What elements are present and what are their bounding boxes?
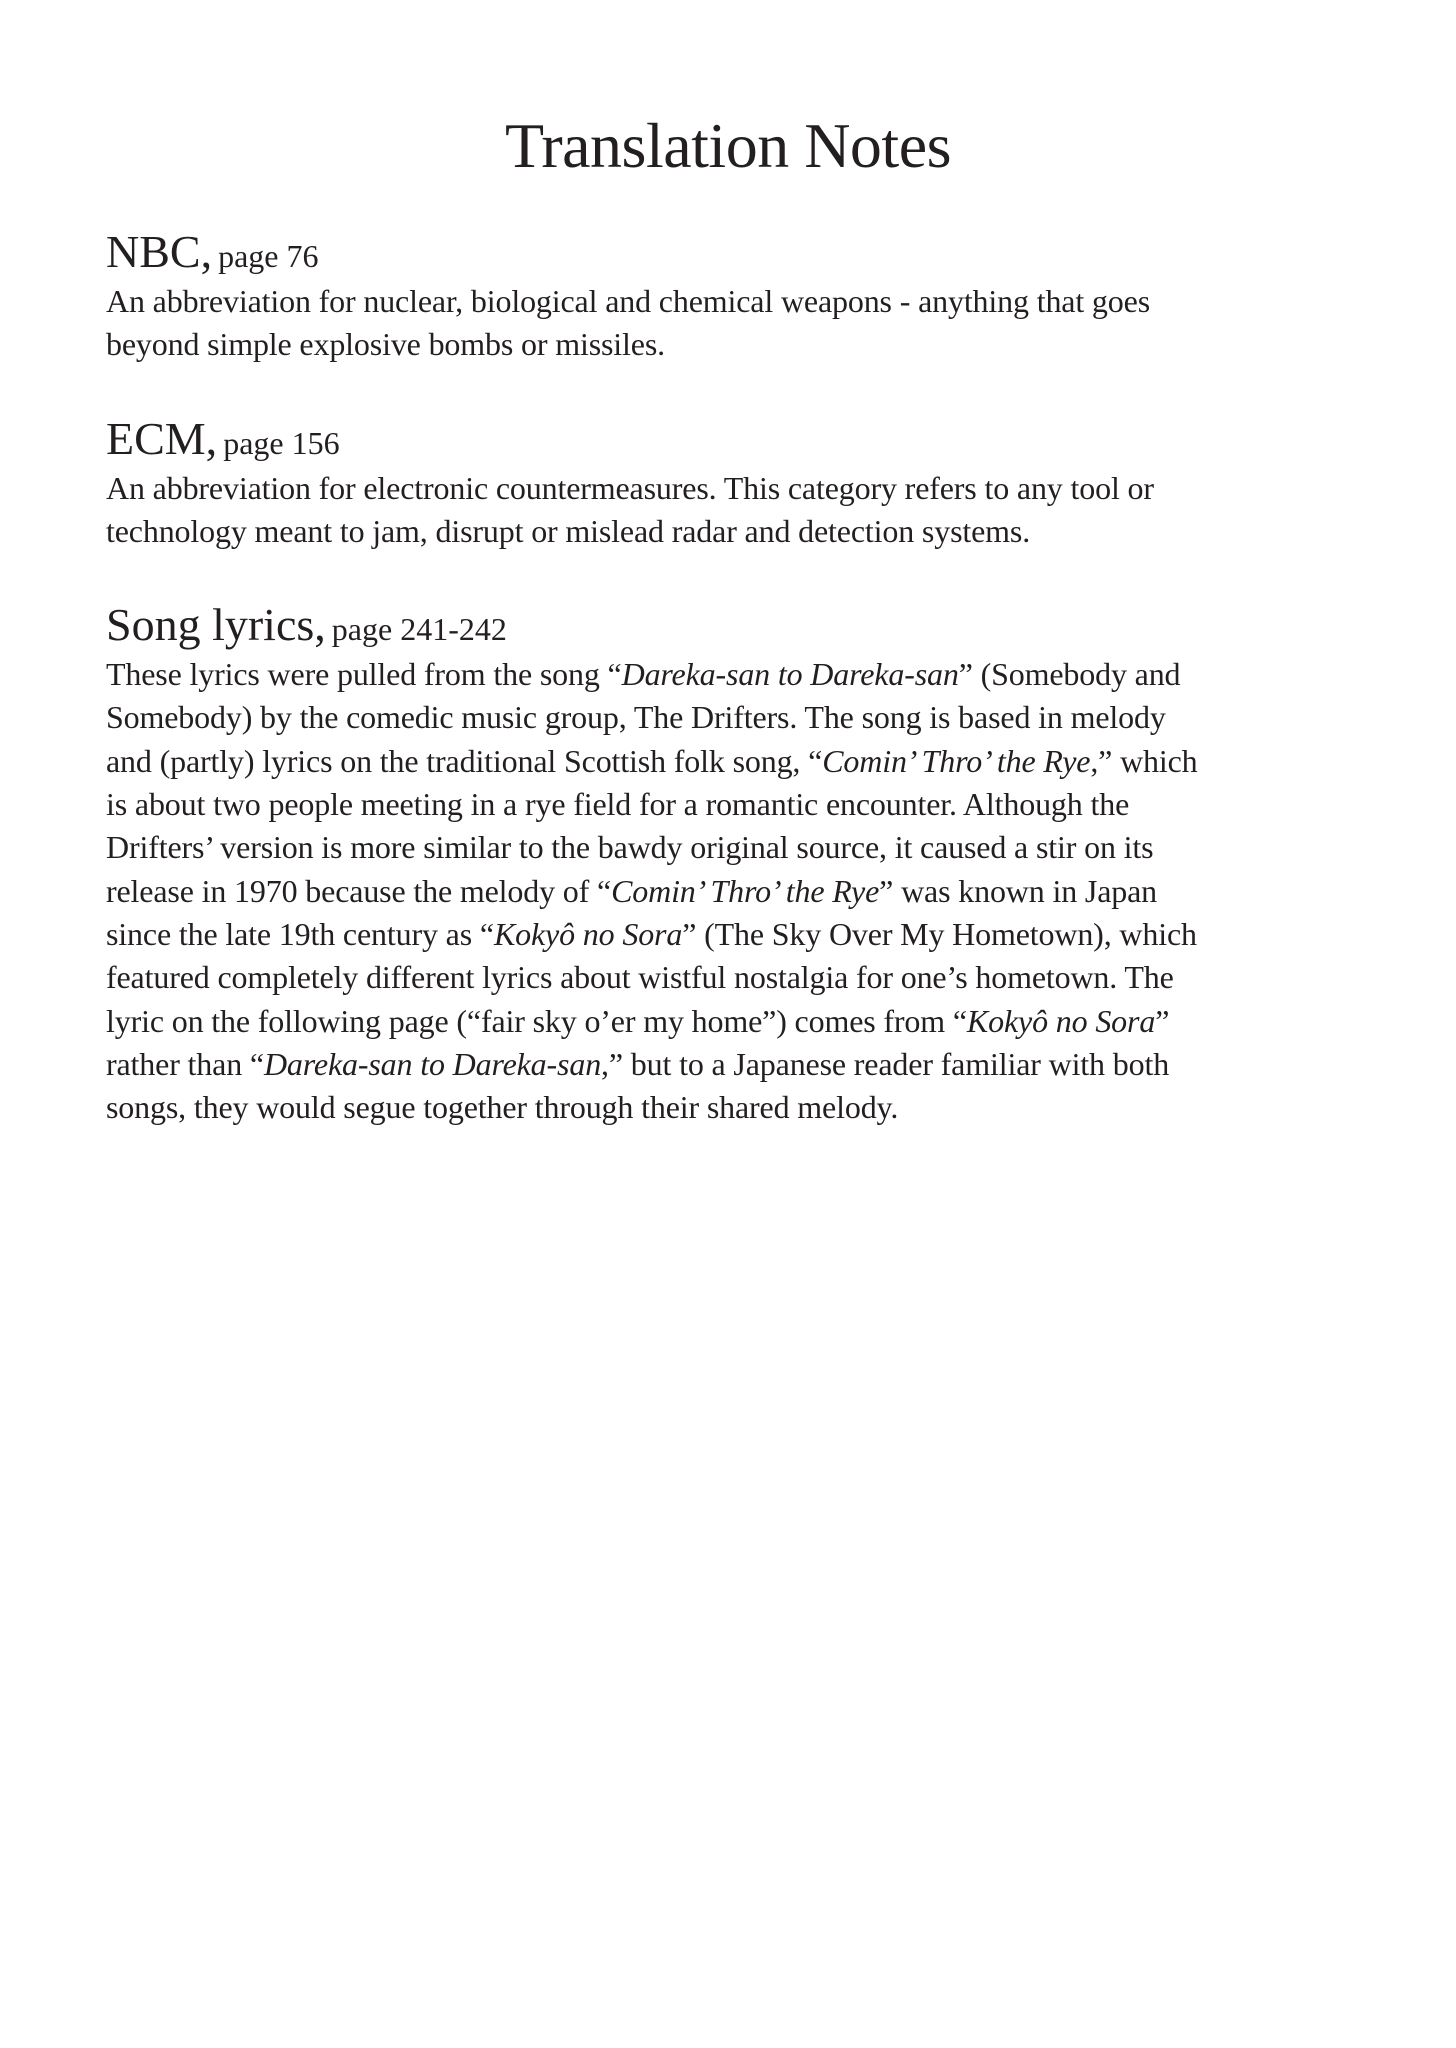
text-segment: Drifters’ version is more similar to the bawdy original source, it caused a stir on its — [106, 829, 1154, 866]
note-body-line: An abbreviation for electronic countermeasures. This category refers to any tool or — [106, 469, 1154, 506]
note-body-line — [106, 653, 1406, 696]
text-segment: ” — [1155, 1002, 1170, 1039]
italic-title: Dareka-san to Dareka-san — [621, 656, 959, 693]
italic-title: Kokyô no Sora — [493, 915, 683, 952]
text-segment: ” (The Sky Over My Hometown), which — [682, 915, 1197, 952]
note-heading — [106, 224, 1406, 280]
translation-note — [106, 224, 1406, 367]
text-segment: featured completely different lyrics about wistful nostalgia for one’s hometown. The — [106, 959, 1174, 996]
text-segment: These lyrics were pulled from the song “ — [106, 656, 622, 693]
note-body-line — [106, 1000, 1406, 1043]
note-term: NBC, — [106, 226, 213, 277]
note-body-line: beyond simple explosive bombs or missiles. — [106, 326, 665, 363]
text-segment: Somebody) by the comedic music group, The Drifters. The song is based in melody — [106, 699, 1166, 736]
text-segment: is about two people meeting in a rye field for a romantic encounter. Although the — [106, 786, 1130, 823]
note-body-line — [106, 1043, 1406, 1086]
text-segment: ,” but to a Japanese reader familiar with both — [601, 1045, 1170, 1082]
italic-title: Kokyô no Sora — [966, 1002, 1156, 1039]
note-heading — [106, 597, 1406, 653]
note-body-line: An abbreviation for nuclear, biological and chemical weapons - anything that goes — [106, 283, 1150, 319]
italic-title: Dareka-san to Dareka-san — [263, 1045, 602, 1082]
page-title: Translation Notes — [504, 110, 952, 181]
note-page-reference: page 156 — [223, 424, 340, 461]
translation-note — [106, 597, 1406, 1129]
text-segment: ” was known in Japan — [879, 872, 1158, 909]
text-segment: since the late 19th century as “ — [106, 915, 494, 952]
note-body — [106, 653, 1406, 1129]
notes-list — [106, 224, 1406, 1173]
translation-note — [106, 411, 1406, 554]
text-segment: rather than “ — [106, 1045, 264, 1082]
note-page-reference: page 76 — [218, 238, 319, 274]
note-body-line — [106, 696, 1406, 739]
note-body-line — [106, 1086, 1406, 1129]
text-segment: and (partly) lyrics on the traditional Scottish folk song, “ — [106, 742, 823, 779]
text-segment: ,” which — [1090, 742, 1198, 779]
note-body-line — [106, 913, 1406, 956]
text-segment: songs, they would segue together through their shared melody. — [106, 1089, 899, 1126]
note-heading — [106, 411, 1406, 467]
text-segment: lyric on the following page (“fair sky o’er my home”) comes from “ — [106, 1002, 967, 1039]
italic-title: Comin’ Thro’ the Rye — [822, 742, 1091, 779]
note-term: ECM, — [106, 412, 218, 464]
text-segment: ” (Somebody and — [958, 656, 1181, 693]
note-body-line — [106, 826, 1406, 869]
note-body-line — [106, 783, 1406, 826]
note-body-line — [106, 870, 1406, 913]
note-body — [106, 467, 1406, 554]
italic-title: Comin’ Thro’ the Rye — [611, 872, 880, 909]
note-page-reference: page 241-242 — [331, 611, 507, 648]
note-body-line — [106, 956, 1406, 999]
note-term: Song lyrics, — [106, 599, 326, 651]
note-body — [106, 280, 1406, 367]
note-body-line: technology meant to jam, disrupt or mislead radar and detection systems. — [106, 512, 1031, 549]
text-segment: release in 1970 because the melody of “ — [106, 872, 612, 909]
note-body-line — [106, 740, 1406, 783]
